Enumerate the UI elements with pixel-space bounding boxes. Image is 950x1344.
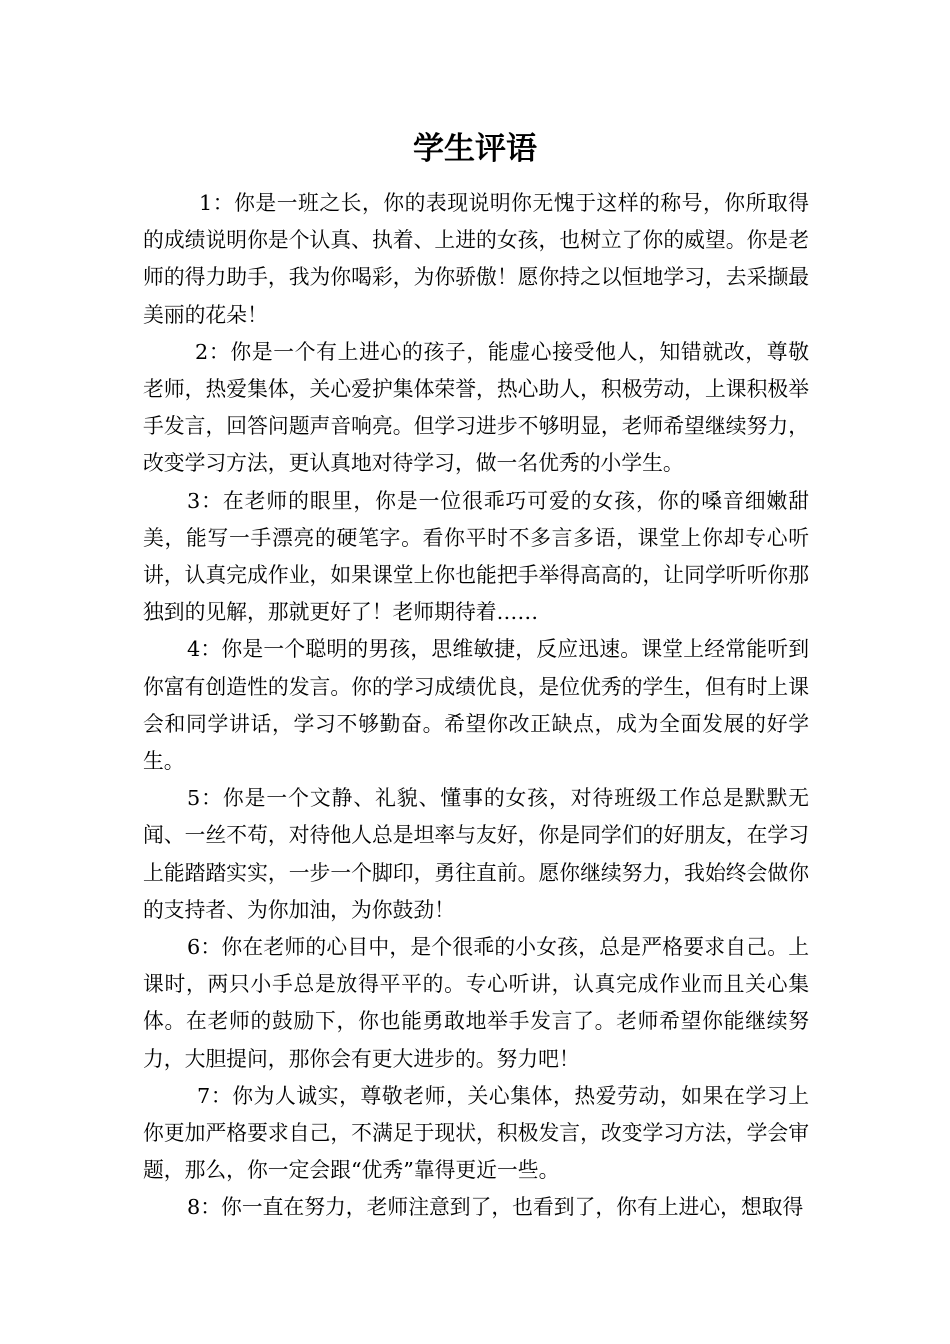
comment-paragraph-8 — [143, 1189, 809, 1226]
comment-number: 7： — [197, 1083, 233, 1108]
comment-number: 1： — [199, 191, 235, 215]
comment-paragraph-5 — [143, 780, 809, 929]
page-title: 学生评语 — [413, 131, 537, 167]
comment-text: 你一直在努力，老师注意到了，也看到了，你有上进心，想取得 — [221, 1195, 804, 1220]
comment-text: 你为人诚实，尊敬老师，关心集体，热爱劳动，如果在学习上你更加严格要求自己，不满足于现状，积极发言，改变学习方法，学会审题，那么，你一定会跟“优秀”靠得更近一些。 — [143, 1083, 810, 1183]
comment-paragraph-6 — [143, 929, 809, 1078]
comment-number: 4： — [187, 637, 222, 662]
comment-text: 你在老师的心目中，是个很乖的小女孩，总是严格要求自己。上课时，两只小手总是放得平平的。专心听讲，认真完成作业而且关心集体。在老师的鼓励下，你也能勇敢地举手发言了。老师希望你能继续努力，大胆提问，那你会有更大进步的。努力吧！ — [143, 935, 809, 1071]
comment-paragraph-3 — [143, 483, 809, 632]
comment-paragraph-7 — [143, 1078, 809, 1190]
comment-text: 你是一个文静、礼貌、懂事的女孩，对待班级工作总是默默无闻、一丝不苟，对待他人总是坦率与友好，你是同学们的好朋友，在学习上能踏踏实实，一步一个脚印，勇往直前。愿你继续努力，我始终会做你的支持者、为你加油，为你鼓劲！ — [143, 786, 809, 922]
comment-number: 8： — [187, 1195, 222, 1220]
comment-paragraph-1 — [143, 185, 809, 334]
comment-paragraph-2 — [143, 334, 809, 483]
comment-number: 5： — [187, 786, 223, 811]
comment-number: 3： — [187, 488, 223, 513]
comment-number: 6： — [187, 935, 222, 960]
comment-text: 在老师的眼里，你是一位很乖巧可爱的女孩，你的嗓音细嫩甜美，能写一手漂亮的硬笔字。看你平时不多言多语，课堂上你却专心听讲，认真完成作业，如果课堂上你也能把手举得高高的，让同学听听你那独到的见解，那就更好了！老师期待着…… — [143, 488, 809, 625]
comment-text: 你是一个有上进心的孩子，能虚心接受他人，知错就改，尊敬老师，热爱集体，关心爱护集体荣誉，热心助人，积极劳动，上课积极举手发言，回答问题声音响亮。但学习进步不够明显，老师希望继续努力，改变学习方法，更认真地对待学习，做一名优秀的小学生。 — [143, 339, 810, 476]
comment-paragraph-4 — [143, 631, 809, 780]
comment-number: 2： — [195, 339, 231, 364]
comment-text: 你是一个聪明的男孩，思维敏捷，反应迅速。课堂上经常能听到你富有创造性的发言。你的学习成绩优良，是位优秀的学生，但有时上课会和同学讲话，学习不够勤奋。希望你改正缺点，成为全面发展的好学生。 — [143, 637, 809, 774]
comment-list — [143, 185, 809, 1227]
comment-text: 你是一班之长，你的表现说明你无愧于这样的称号，你所取得的成绩说明你是个认真、执着、上进的女孩，也树立了你的威望。你是老师的得力助手，我为你喝彩，为你骄傲！愿你持之以恒地学习，去采撷最美丽的花朵！ — [143, 191, 809, 327]
